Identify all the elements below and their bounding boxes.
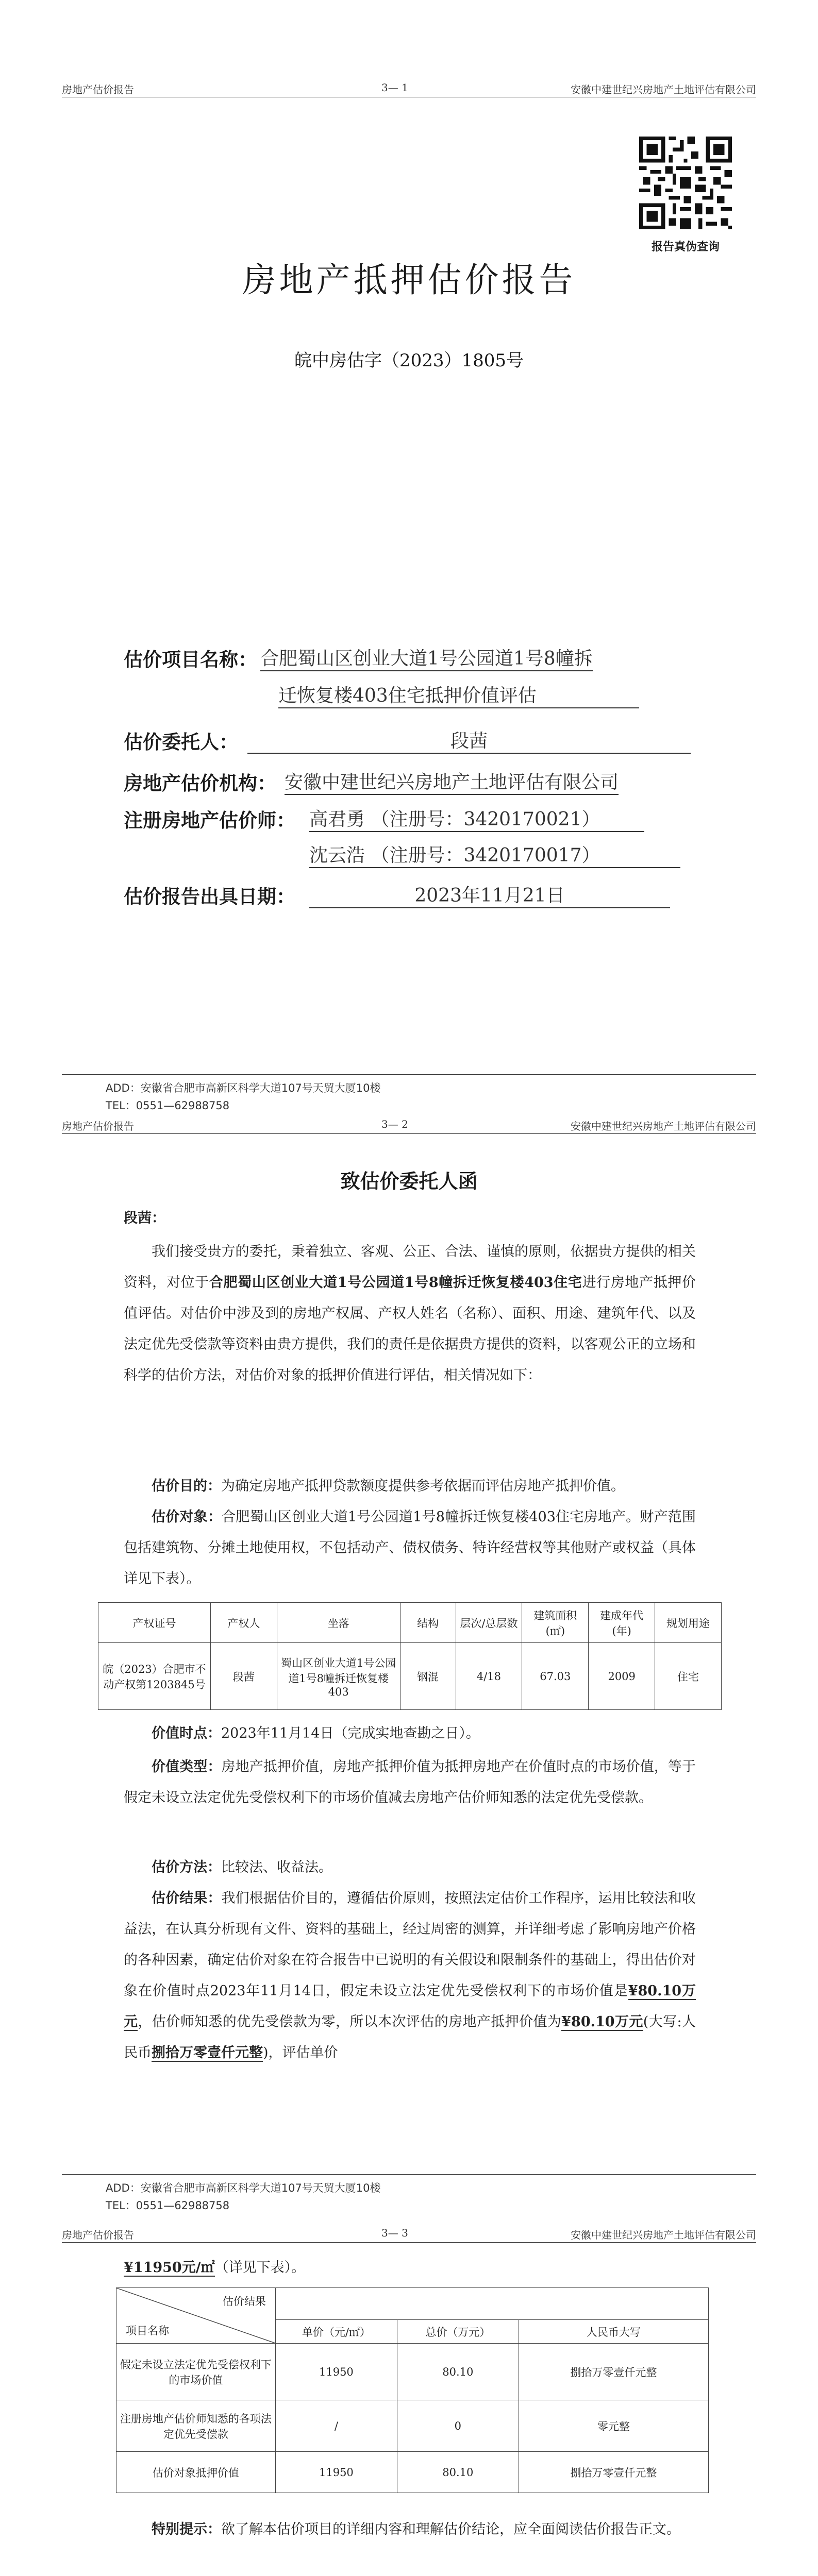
cell-area: 67.03 <box>522 1643 589 1710</box>
corner-bottom-label: 项目名称 <box>126 2325 169 2337</box>
header-page-number: 3— 3 <box>381 2227 408 2239</box>
blank-header <box>275 2288 708 2320</box>
row-label: 假定未设立法定优先受偿权利下的市场价值 <box>116 2344 276 2400</box>
cell-floor: 4/18 <box>456 1643 522 1710</box>
col-header: 产权人 <box>210 1603 277 1643</box>
table-row <box>116 2400 709 2452</box>
footer-address: ADD：安徽省合肥市高新区科学大道107号天贸大厦10楼 <box>106 2182 381 2194</box>
agency-label: 房地产估价机构： <box>124 772 276 794</box>
unit-price-note: （详见下表）。 <box>214 2260 306 2276</box>
cell-usage: 住宅 <box>655 1643 722 1710</box>
client-label: 估价委托人： <box>124 731 238 753</box>
method-label: 估价方法： <box>152 1859 221 1875</box>
appraiser-label: 注册房地产估价师： <box>124 809 295 832</box>
report-title: 房地产抵押估价报告 <box>242 260 576 300</box>
report-doc-number: 皖中房估字（2023）1805号 <box>294 350 524 371</box>
header-doc-type: 房地产估价报告 <box>62 83 134 96</box>
result-text-a: 我们根据估价目的，遵循估价原则，按照法定估价工作程序，运用比较法和收益法，在认真分析现有文件、资料的基础上，经过周密的测算，并详细考虑了影响房地产价格的各种因素，确定估价对象在符合报告中已说明的有关假设和限制条件的基础上，得出估价对象在价值时点2023年11月14日，假定未设立法定优先受偿权利下的市场价值是 <box>124 1890 696 1999</box>
value-date-label: 价值时点： <box>152 1725 221 1741</box>
method-text: 比较法、收益法。 <box>221 1859 332 1875</box>
cell-year: 2009 <box>589 1643 655 1710</box>
qr-caption: 报告真伪查询 <box>651 241 720 253</box>
property-table <box>98 1602 722 1710</box>
subject-address: 合肥蜀山区创业大道1号公园道1号8幢拆迁恢复楼403住宅 <box>209 1275 582 1291</box>
header-rule <box>62 2242 756 2243</box>
corner-top-label: 估价结果 <box>222 2295 266 2308</box>
cell-unit-price: 11950 <box>275 2344 397 2400</box>
cell-total: 0 <box>397 2400 519 2452</box>
col-header: 总价（万元） <box>397 2320 519 2344</box>
col-header: 结构 <box>400 1603 456 1643</box>
special-note-paragraph <box>124 2514 696 2545</box>
subject-label: 估价对象： <box>152 1509 222 1525</box>
cell-words: 零元整 <box>519 2400 708 2452</box>
cell-unit-price: / <box>275 2400 397 2452</box>
page-footer <box>106 2179 381 2214</box>
market-value: ¥80.10万元 <box>124 1983 696 2030</box>
salutation: 段茜： <box>124 1210 165 1226</box>
table-row <box>98 1643 722 1710</box>
footer-rule <box>62 1074 756 1075</box>
col-header: 坐落 <box>277 1603 400 1643</box>
page-footer <box>106 1079 381 1114</box>
valuation-table <box>116 2287 709 2493</box>
col-header: 人民币大写 <box>519 2320 708 2344</box>
unit-price: ¥11950元/㎡ <box>124 2260 215 2276</box>
unit-price-line <box>124 2252 696 2283</box>
cell-location: 蜀山区创业大道1号公园道1号8幢拆迁恢复楼403 <box>277 1643 400 1710</box>
row-label: 估价对象抵押价值 <box>116 2452 276 2493</box>
col-header: 产权证号 <box>98 1603 211 1643</box>
header-company: 安徽中建世纪兴房地产土地评估有限公司 <box>571 2229 756 2241</box>
header-doc-type: 房地产估价报告 <box>62 1120 134 1132</box>
header-rule <box>62 1133 756 1134</box>
project-value-line-1: 合肥蜀山区创业大道1号公园道1号8幢拆 <box>260 644 593 671</box>
cell-total: 80.10 <box>397 2344 519 2400</box>
cell-cert-no: 皖（2023）合肥市不动产权第1203845号 <box>98 1643 211 1710</box>
date-value: 2023年11月21日 <box>309 881 670 908</box>
purpose-label: 估价目的： <box>152 1478 221 1494</box>
cell-words: 捌拾万零壹仟元整 <box>519 2344 708 2400</box>
header-page-number: 3— 2 <box>381 1118 408 1130</box>
result-text-c: ，估价师知悉的优先受偿款为零，所以本次评估的房地产抵押价值为 <box>138 2014 562 2030</box>
mortgage-value-words: 捌拾万零壹仟元整 <box>152 2045 263 2061</box>
page-cover <box>0 0 818 1112</box>
result-text-e: (大写:人民币 <box>124 2014 696 2061</box>
subject-text: 合肥蜀山区创业大道1号公园道1号8幢拆迁恢复楼403住宅房地产。财产范围包括建筑物、分摊土地使用权，不包括动产、债权债务、特许经营权等其他财产或权益（具体详见下表）。 <box>124 1509 696 1587</box>
header-company: 安徽中建世纪兴房地产土地评估有限公司 <box>571 1120 756 1132</box>
value-date-text: 2023年11月14日（完成实地查勘之日）。 <box>221 1725 480 1741</box>
qr-code-icon[interactable] <box>639 137 732 229</box>
cell-unit-price: 11950 <box>275 2452 397 2493</box>
appraiser-2: 沈云浩 （注册号：3420170017） <box>309 841 680 868</box>
project-label: 估价项目名称： <box>124 649 257 671</box>
col-header: 层次/总层数 <box>456 1603 522 1643</box>
mortgage-value: ¥80.10万元 <box>561 2014 643 2030</box>
header-company: 安徽中建世纪兴房地产土地评估有限公司 <box>571 83 756 96</box>
valuation-table-header <box>116 2288 709 2320</box>
header-page-number: 3— 1 <box>381 81 408 94</box>
value-type-label: 价值类型： <box>152 1759 222 1775</box>
special-note-text: 欲了解本估价项目的详细内容和理解估价结论，应全面阅读估价报告正文。 <box>221 2521 680 2537</box>
corner-cell <box>116 2288 276 2344</box>
cell-owner: 段茜 <box>210 1643 277 1710</box>
col-header: 建筑面积(㎡) <box>522 1603 589 1643</box>
value-type-paragraph <box>124 1752 696 1814</box>
result-paragraph <box>124 1883 696 2069</box>
purpose-paragraph <box>124 1471 696 1502</box>
col-header: 规划用途 <box>655 1603 722 1643</box>
special-note-label: 特别提示： <box>152 2521 221 2537</box>
row-label: 注册房地产估价师知悉的各项法定优先受偿款 <box>116 2400 276 2452</box>
letter-title: 致估价委托人函 <box>340 1170 478 1193</box>
footer-tel: TEL：0551—62988758 <box>106 1099 230 1112</box>
intro-text-c: 进行房地产抵押价值评估。对估价中涉及到的房地产权属、产权人姓名（名称）、面积、用途、建筑年代、以及法定优先受偿款等资料由贵方提供，我们的责任是依据贵方提供的资料，以客观公正的立场和科学的估价方法，对估价对象的抵押价值进行评估，相关情况如下： <box>124 1275 696 1383</box>
footer-rule <box>62 2174 756 2175</box>
table-row <box>116 2344 709 2400</box>
letter-intro-paragraph <box>124 1236 696 1391</box>
table-row <box>116 2452 709 2493</box>
appraiser-1: 高君勇 （注册号：3420170021） <box>309 805 644 832</box>
header-doc-type: 房地产估价报告 <box>62 2229 134 2241</box>
result-text-g: )，评估单价 <box>263 2045 338 2061</box>
value-type-text: 房地产抵押价值，房地产抵押价值为抵押房地产在价值时点的市场价值，等于假定未设立法定优先受偿权利下的市场价值减去房地产估价师知悉的法定优先受偿款。 <box>124 1759 696 1806</box>
intro-text-a: 我们接受贵方的委托，秉着独立、客观、公正、合法、谨慎的原则，依据贵方提供的相关资料，对位于 <box>124 1244 696 1291</box>
project-value-line-2: 迁恢复楼403住宅抵押价值评估 <box>278 681 639 708</box>
agency-value: 安徽中建世纪兴房地产土地评估有限公司 <box>285 768 619 795</box>
col-header: 建成年代(年) <box>589 1603 655 1643</box>
client-value: 段茜 <box>247 726 691 754</box>
cell-structure: 钢混 <box>400 1643 456 1710</box>
cell-total: 80.10 <box>397 2452 519 2493</box>
footer-tel: TEL：0551—62988758 <box>106 2199 230 2212</box>
method-paragraph <box>124 1852 696 1883</box>
subject-paragraph <box>124 1502 696 1595</box>
footer-address: ADD：安徽省合肥市高新区科学大道107号天贸大厦10楼 <box>106 1082 381 1094</box>
value-date-paragraph <box>124 1718 696 1749</box>
cell-words: 捌拾万零壹仟元整 <box>519 2452 708 2493</box>
property-table-header <box>98 1603 722 1643</box>
date-label: 估价报告出具日期： <box>124 886 295 908</box>
result-label: 估价结果： <box>152 1890 222 1906</box>
purpose-text: 为确定房地产抵押贷款额度提供参考依据而评估房地产抵押价值。 <box>221 1478 625 1494</box>
col-header: 单价（元/㎡） <box>275 2320 397 2344</box>
